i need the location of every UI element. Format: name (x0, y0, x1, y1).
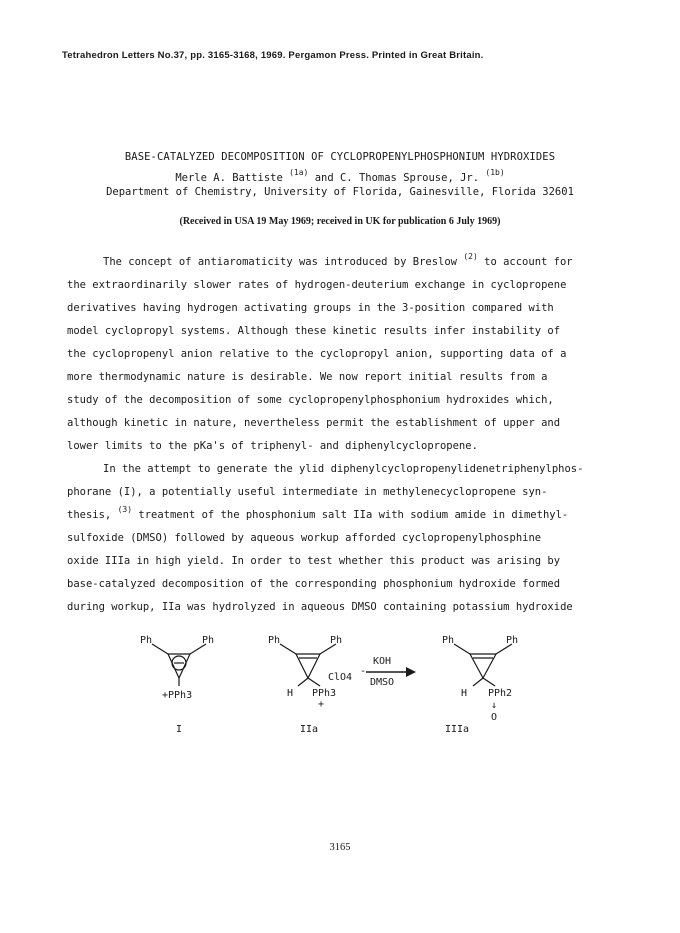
bond (308, 678, 320, 686)
footnote-1a: (1a) (289, 168, 309, 177)
pph3-label: PPh3 (312, 688, 337, 699)
phenyl-label: Ph (442, 635, 455, 646)
scheme-drawing (130, 630, 550, 745)
oxygen-label: O (491, 712, 498, 723)
text-line: although kinetic in nature, nevertheless permit the establishment of upper and (67, 417, 561, 429)
perchlorate-label: ClO4 (328, 672, 353, 683)
phenyl-label: Ph (330, 635, 343, 646)
reagent-koh: KOH (373, 656, 392, 667)
arrow-head (406, 667, 416, 677)
text-line: model cyclopropyl systems. Although these kinetic results infer instability of (67, 325, 561, 337)
footnote-1b: (1b) (485, 168, 505, 177)
reaction-scheme (130, 630, 550, 745)
pph2-label: PPh2 (488, 688, 513, 699)
received-dates: (Received in USA 19 May 1969; received in UK for publication 6 July 1969) (179, 216, 501, 227)
hydrogen-label: H (287, 688, 294, 699)
paper-title: BASE-CATALYZED DECOMPOSITION OF CYCLOPROPENYLPHOSPHONIUM HYDROXIDES (124, 151, 556, 163)
plus-charge: + (318, 699, 325, 710)
journal-header: Tetrahedron Letters No.37, pp. 3165-3168, 1969. Pergamon Press. Printed in Great Britain. (62, 50, 484, 61)
text-line: derivatives having hydrogen activating groups in the 3-position compared with (67, 302, 554, 314)
text-line: oxide IIIa in high yield. In order to test whether this product was arising by (67, 555, 561, 567)
text-line: sulfoxide (DMSO) followed by aqueous workup afforded cyclopropenylphosphine (67, 532, 542, 544)
text-line: In the attempt to generate the ylid diphenylcyclopropenylidenetriphenylphos- (103, 463, 584, 475)
bond (152, 644, 168, 654)
author-battiste: Merle A. Battiste (175, 172, 283, 184)
phenyl-label: Ph (268, 635, 281, 646)
bond (454, 644, 470, 654)
dative-bond-arrow: ↓ (491, 700, 498, 711)
bond (298, 678, 308, 686)
phenyl-label: Ph (140, 635, 153, 646)
reagent-dmso: DMSO (370, 677, 395, 688)
page-number: 3165 (329, 842, 351, 853)
text-line: The concept of antiaromaticity was introduced by Breslow $^{(2)}$ to account for (103, 252, 573, 268)
phenyl-label: Ph (506, 635, 519, 646)
minus-charge: - (360, 666, 367, 677)
bond (473, 678, 483, 686)
cyclopropene-ring (168, 654, 190, 678)
footnote-2: (2) (463, 252, 478, 261)
text-line: more thermodynamic nature is desirable. We now report initial results from a (67, 371, 548, 383)
compound-label-IIIa: IIIa (445, 724, 470, 735)
hydrogen-label: H (461, 688, 468, 699)
compound-label-IIa: IIa (300, 724, 319, 735)
text-line: study of the decomposition of some cyclopropenylphosphonium hydroxides which, (67, 394, 554, 406)
triphenylphosphonio-label: +PPh3 (162, 690, 193, 701)
body-text (67, 251, 627, 619)
bond (483, 678, 495, 686)
text-line: the extraordinarily slower rates of hydrogen-deuterium exchange in cyclopropene (67, 279, 567, 291)
text-line: phorane (I), a potentially useful intermediate in methylenecyclopropene syn- (67, 486, 548, 498)
author-sprouse: and C. Thomas Sprouse, Jr. (314, 172, 480, 184)
text-line: thesis, $^{(3)}$ treatment of the phosphonium salt IIa with sodium amide in dimethyl- (67, 505, 569, 521)
text-line: the cyclopropenyl anion relative to the cyclopropyl anion, supporting data of a (67, 348, 567, 360)
bond (280, 644, 296, 654)
text-line: during workup, IIa was hydrolyzed in aqueous DMSO containing potassium hydroxide (67, 601, 573, 613)
affiliation: Department of Chemistry, University of Florida, Gainesville, Florida 32601 (106, 186, 574, 198)
footnote-3: (3) (117, 505, 133, 514)
author-line (0, 168, 680, 184)
compound-label-I: I (176, 724, 183, 735)
text-line: base-catalyzed decomposition of the corresponding phosphonium hydroxide formed (67, 578, 561, 590)
text-line: lower limits to the pKa's of triphenyl- and diphenylcyclopropene. (67, 440, 478, 452)
phenyl-label: Ph (202, 635, 215, 646)
